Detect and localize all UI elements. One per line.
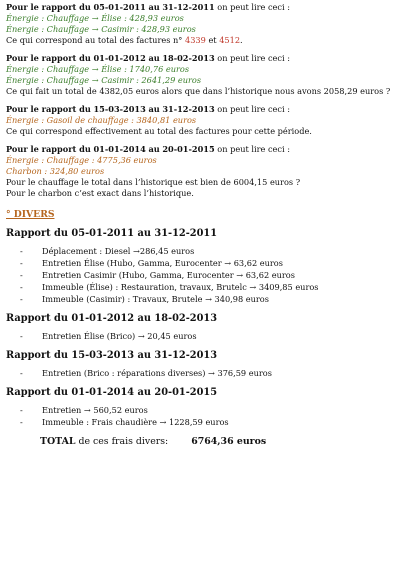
total-label: TOTAL de ces frais divers: (40, 436, 169, 447)
list-item: - Entretien Élise (Brico) → 20,45 euros (20, 331, 197, 341)
energy-entry: Énergie : Chauffage → Casimir : 2641,29 euros (6, 75, 202, 85)
divers-report-heading: Rapport du 01-01-2012 au 18-02-2013 (6, 313, 218, 324)
list-item: - Immeuble (Élise) : Restauration, travaux, Brutelc → 3409,85 euros (20, 282, 319, 292)
report-note: Pour le chauffage le total dans l’historique est bien de 6004,15 euros ? (6, 177, 301, 187)
list-item: - Entretien → 560,52 euros (20, 405, 148, 415)
list-item: - Entretien Casimir (Hubo, Gamma, Eurocenter → 63,62 euros (20, 270, 295, 280)
report-intro: Pour le rapport du 15-03-2013 au 31-12-2013 on peut lire ceci : (6, 104, 290, 114)
list-item: - Entretien (Brico : réparations diverses) → 376,59 euros (20, 368, 272, 378)
expense-list (6, 331, 402, 342)
list-item: - Immeuble (Casimir) : Travaux, Brutele → 340,98 euros (20, 294, 269, 304)
divers-total (40, 436, 402, 447)
total-value: 6764,36 euros (191, 436, 267, 447)
energy-report-4 (6, 144, 402, 199)
divers-report-heading: Rapport du 05-01-2011 au 31-12-2011 (6, 228, 218, 239)
list-item: - Entretien Élise (Hubo, Gamma, Eurocenter → 63,62 euros (20, 258, 283, 268)
energy-report-2 (6, 53, 402, 97)
energy-entry: Énergie : Chauffage → Élise : 1740,76 euros (6, 64, 190, 74)
energy-entry: Énergie : Chauffage : 4775,36 euros (6, 155, 157, 165)
energy-entry: Énergie : Chauffage → Élise : 428,93 euros (6, 13, 184, 23)
report-intro: Pour le rapport du 01-01-2012 au 18-02-2013 on peut lire ceci : (6, 53, 290, 63)
report-note: Pour le charbon c’est exact dans l’historique. (6, 188, 194, 198)
report-intro: Pour le rapport du 05-01-2011 au 31-12-2011 on peut lire ceci : (6, 2, 290, 12)
list-item: - Déplacement : Diesel →286,45 euros (20, 246, 195, 256)
invoice-number: 4339 (185, 35, 206, 45)
energy-entry: Énergie : Chauffage → Casimir : 428,93 euros (6, 24, 196, 34)
report-intro: Pour le rapport du 01-01-2014 au 20-01-2015 on peut lire ceci : (6, 144, 290, 154)
report-note: Ce qui correspond effectivement au total des factures pour cette période. (6, 126, 312, 136)
energy-entry: Charbon : 324,80 euros (6, 166, 105, 176)
energy-entry: Énergie : Gasoil de chauffage : 3840,81 euros (6, 115, 197, 125)
report-note: Ce qui correspond au total des factures n° 4339 et 4512. (6, 35, 243, 45)
energy-report-3 (6, 104, 402, 137)
divers-section-title: ° DIVERS (6, 209, 55, 220)
expense-list (6, 368, 402, 379)
energy-report-1 (6, 2, 402, 46)
invoice-number: 4512 (219, 35, 241, 45)
divers-report-heading: Rapport du 01-01-2014 au 20-01-2015 (6, 387, 218, 398)
expense-list (6, 405, 402, 428)
report-note: Ce qui fait un total de 4382,05 euros alors que dans l’historique nous avons 2058,29 euros ? (6, 86, 391, 96)
divers-report-heading: Rapport du 15-03-2013 au 31-12-2013 (6, 350, 218, 361)
list-item: - Immeuble : Frais chaudière → 1228,59 euros (20, 417, 229, 427)
expense-list (6, 246, 402, 305)
